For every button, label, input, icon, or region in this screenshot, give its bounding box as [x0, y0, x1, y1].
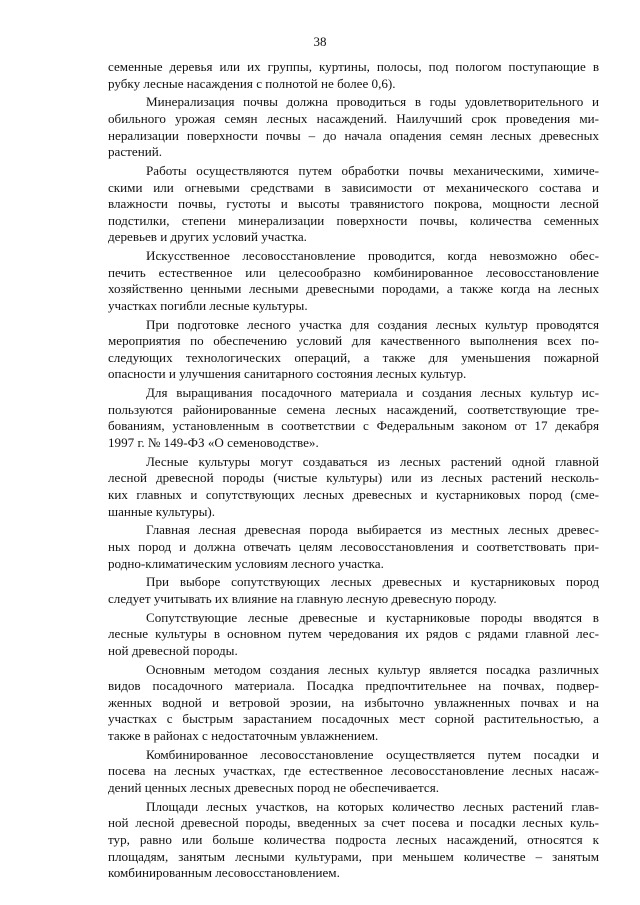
paragraph-line: хозяйственно ценными лесными древесными породами, а также когда на лесных: [108, 281, 599, 297]
paragraph: [108, 522, 599, 572]
paragraph-line: деревьев и других условий участка.: [108, 229, 307, 245]
document-body: [108, 59, 599, 884]
paragraph: [108, 94, 599, 160]
paragraph-line: Комбинированное лесовосстановление осуществляется путем посадки и: [146, 746, 599, 762]
paragraph-line: мероприятия по обеспечению условий для качественного выполнения всех по-: [108, 333, 599, 349]
paragraph: [108, 799, 599, 882]
paragraph-line: влажности почвы, густоты и высоты травянистого покрова, мощности лесной: [108, 196, 599, 212]
paragraph-line: комбинированным лесовосстановлением.: [108, 865, 340, 881]
paragraph-line: шанные культуры).: [108, 503, 216, 519]
paragraph: [108, 59, 599, 92]
paragraph-line: обильного урожая семян лесных насаждений. Наилучший срок проведения ми-: [108, 110, 599, 126]
paragraph-line: Площади лесных участков, на которых количество лесных растений глав-: [146, 798, 599, 814]
paragraph-line: скими или огневыми средствами в зависимости от механического состава и: [108, 179, 599, 195]
paragraph-line: Главная лесная древесная порода выбирается из местных лесных древес-: [146, 522, 599, 538]
paragraph-line: площадям, занятым лесными культурами, при меньшем количестве – занятым: [108, 848, 599, 864]
paragraph-line: дений ценных лесных древесных пород не обеспечивается.: [108, 780, 440, 795]
paragraph-line: Искусственное лесовосстановление проводится, когда невозможно обес-: [146, 248, 599, 264]
paragraph: [108, 163, 599, 246]
paragraph-line: растений.: [108, 144, 162, 160]
paragraph-line: Сопутствующие лесные древесные и кустарниковые породы вводятся в: [146, 609, 599, 625]
paragraph-line: пользуются районированные семена лесных насаждений, соответствующие тре-: [108, 401, 599, 417]
paragraph-line: При подготовке лесного участка для создания лесных культур проводятся: [146, 316, 599, 332]
paragraph-line: лесные культуры в основном путем чередования их рядов с рядами главной лес-: [108, 626, 599, 642]
paragraph-line: тур, равно или больше количества подроста лесных насаждений, относятся к: [108, 831, 599, 847]
paragraph: [108, 747, 599, 797]
page-number: 38: [313, 34, 327, 49]
paragraph-line: участках с быстрым зарастанием посадочных мест сорной растительностью, а: [108, 711, 599, 727]
paragraph-line: Лесные культуры могут создаваться из лесных растений одной главной: [146, 453, 599, 469]
paragraph-line: посева на лесных участках, где естественное лесовосстановление лесных насаж-: [108, 763, 599, 779]
paragraph-line: семенные деревья или их группы, куртины, полосы, под пологом поступающие в: [108, 59, 599, 74]
paragraph: [108, 385, 599, 451]
paragraph-line: женных водной и ветровой эрозии, на избыточно увлажненных почвах и на: [108, 694, 599, 710]
paragraph-line: печить естественное или целесообразно комбинированное лесовосстановление: [108, 264, 599, 280]
paragraph: [108, 662, 599, 745]
paragraph-line: Работы осуществляются путем обработки почвы механическими, химиче-: [146, 162, 599, 178]
paragraph: [108, 454, 599, 520]
paragraph-line: участках погибли лесные культуры.: [108, 297, 308, 313]
paragraph-line: также в районах с недостаточным увлажнением.: [108, 728, 379, 744]
paragraph-line: бованиям, установленным в соответствии с Федеральным законом от 17 декабря: [108, 418, 599, 434]
paragraph-line: родно-климатическим условиям лесного участка.: [108, 555, 384, 571]
paragraph: [108, 610, 599, 660]
paragraph-line: следующих технологических операций, а также для уменьшения пожарной: [108, 349, 599, 365]
paragraph-line: видов посадочного материала. Посадка предпочтительнее на почвах, подвер-: [108, 678, 599, 694]
paragraph-line: рубку лесные насаждения с полнотой не более 0,6).: [108, 75, 396, 91]
paragraph-line: опасности и улучшения санитарного состояния лесных культур.: [108, 366, 467, 382]
paragraph-line: Основным методом создания лесных культур является посадка различных: [146, 661, 599, 677]
paragraph-line: ких главных и сопутствующих лесных древесных и кустарниковых пород (сме-: [108, 486, 599, 502]
paragraph-line: ной древесной породы.: [108, 642, 238, 658]
paragraph-line: Для выращивания посадочного материала и создания лесных культур ис-: [146, 385, 599, 401]
paragraph-line: ных пород и должна отвечать целям лесовосстановления и соответствовать при-: [108, 538, 599, 554]
paragraph-line: нерализации поверхности почвы – до начала опадения семян лесных древесных: [108, 127, 599, 143]
paragraph: [108, 574, 599, 607]
paragraph: [108, 317, 599, 383]
paragraph-line: ной лесной древесной породы, введенных за счет посева и посадки лесных куль-: [108, 815, 599, 831]
paragraph-line: следует учитывать их влияние на главную лесную древесную породу.: [108, 590, 497, 606]
paragraph-line: Минерализация почвы должна проводиться в годы удовлетворительного и: [146, 94, 599, 110]
paragraph: [108, 248, 599, 314]
paragraph-line: При выборе сопутствующих лесных древесных и кустарниковых пород: [146, 574, 599, 590]
paragraph-line: 1997 г. № 149-ФЗ «О семеноводстве».: [108, 435, 319, 450]
paragraph-line: лесной древесной породы (чистые культуры) или из лесных растений несколь-: [108, 470, 599, 486]
paragraph-line: подстилки, степени минерализации поверхности почвы, количества семенных: [108, 212, 599, 228]
